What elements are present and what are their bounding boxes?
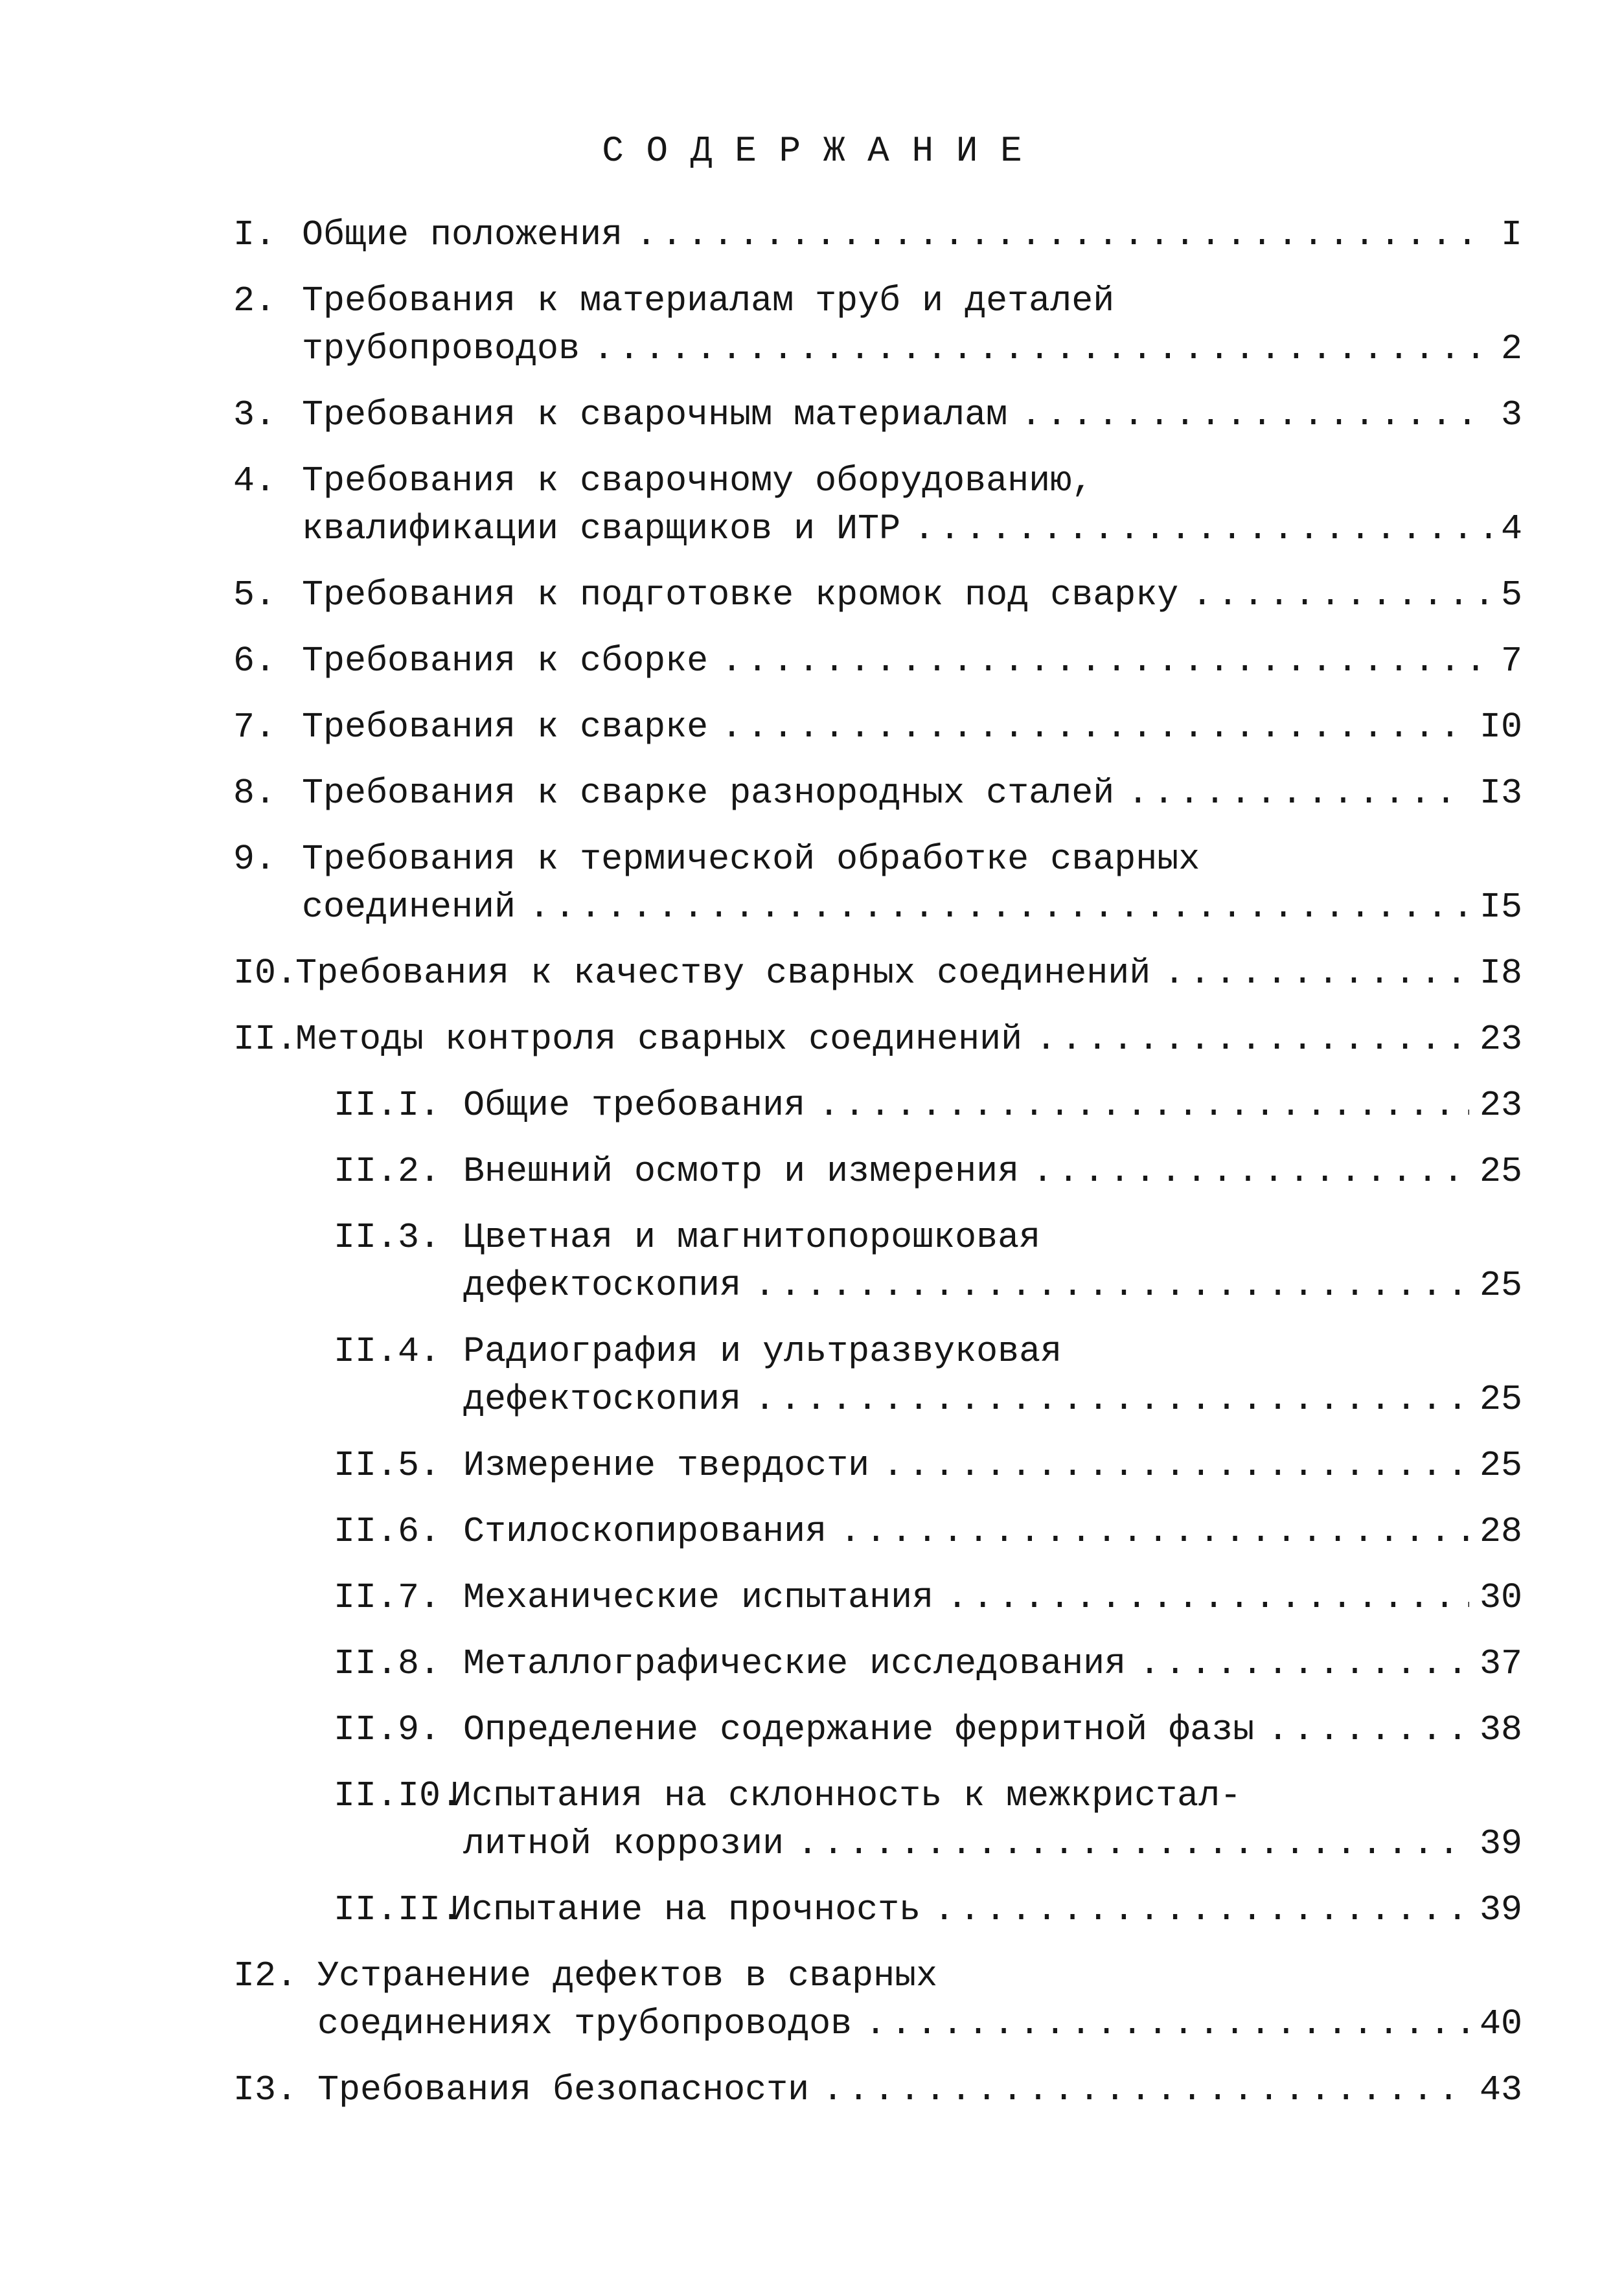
dot-leader	[529, 884, 1469, 931]
toc-entry	[233, 637, 1522, 685]
entry-number: 5.	[233, 575, 277, 615]
entry-title-continuation: дефектоскопия	[463, 1265, 742, 1306]
entry-title: Требования к сварочным материалам	[302, 394, 1008, 435]
entry-number: II.4.	[334, 1331, 441, 1372]
page-number: I3	[1479, 773, 1522, 814]
dot-leader	[882, 1442, 1469, 1490]
dot-leader	[721, 637, 1491, 685]
page-number: 37	[1479, 1643, 1522, 1684]
toc-subentry	[233, 1772, 1522, 1868]
toc-subentry	[233, 1442, 1522, 1490]
entry-number: 9.	[233, 839, 277, 880]
entry-number: 3.	[233, 394, 277, 435]
page-number: 28	[1479, 1511, 1522, 1552]
entry-number: II.5.	[334, 1445, 441, 1486]
entry-title: Требования к сварке	[302, 707, 709, 747]
page-number: 25	[1479, 1151, 1522, 1192]
page-number: I8	[1479, 953, 1522, 994]
page-number: 38	[1479, 1709, 1522, 1750]
entry-title: Требования к сборке	[302, 641, 709, 681]
toc-subentry	[233, 1706, 1522, 1754]
toc-entry	[233, 1952, 1522, 2048]
dot-leader	[946, 1574, 1469, 1622]
entry-title: Цветная и магнитопорошковая	[463, 1217, 1041, 1258]
toc-entry	[233, 1016, 1522, 1064]
dot-leader	[797, 1820, 1469, 1868]
entry-title: Общие положения	[302, 214, 623, 255]
entry-title: Устранение дефектов в сварных	[317, 1955, 938, 1996]
dot-leader	[1035, 1016, 1469, 1064]
entry-number: II.7.	[334, 1577, 441, 1618]
entry-title: Требования к качеству сварных соединений	[295, 953, 1151, 994]
page-number: 25	[1479, 1445, 1522, 1486]
page-number: 40	[1479, 2003, 1522, 2044]
entry-title: Измерение твердости	[463, 1445, 870, 1486]
dot-leader	[1139, 1640, 1469, 1688]
toc-subentry	[233, 1508, 1522, 1556]
dot-leader	[1020, 391, 1491, 439]
entry-title-continuation: трубопроводов	[302, 328, 580, 369]
entry-title: Определение содержание ферритной фазы	[463, 1709, 1255, 1750]
entry-title: Требования к материалам труб и деталей	[302, 280, 1115, 321]
toc-entry	[233, 457, 1522, 553]
entry-title: Требования безопасности	[317, 2069, 810, 2110]
entry-title-continuation: дефектоскопия	[463, 1379, 742, 1420]
dot-leader	[840, 1508, 1469, 1556]
page-number: 3	[1500, 394, 1522, 435]
dot-leader	[1032, 1148, 1469, 1196]
dot-leader	[1163, 950, 1469, 998]
entry-title: Требования к сварочному оборудованию,	[302, 461, 1093, 501]
dot-leader	[822, 2066, 1469, 2114]
dot-leader	[913, 505, 1491, 553]
entry-title: Методы контроля сварных соединений	[295, 1019, 1023, 1060]
dot-leader	[754, 1262, 1469, 1310]
toc-entry	[233, 391, 1522, 439]
entry-title: Требования к термической обработке сварных	[302, 839, 1200, 880]
entry-title: Требования к сварке разнородных сталей	[302, 773, 1115, 814]
toc-entry	[233, 703, 1522, 751]
entry-number: II.II.	[334, 1889, 463, 1930]
toc-subentry	[233, 1328, 1522, 1424]
page-number: 30	[1479, 1577, 1522, 1618]
entry-number: I2.	[233, 1955, 298, 1996]
page-title: СОДЕРЖАНИЕ	[602, 130, 1045, 172]
entry-title: Испытания на склонность к межкристал-	[450, 1775, 1242, 1816]
entry-title: Общие требования	[463, 1085, 806, 1126]
toc-subentry	[233, 1082, 1522, 1130]
toc-subentry	[233, 1148, 1522, 1196]
entry-title: Механические испытания	[463, 1577, 934, 1618]
page-number: 39	[1479, 1889, 1522, 1930]
dot-leader	[933, 1886, 1469, 1934]
entry-title-continuation: квалификации сварщиков и ИТР	[302, 508, 901, 549]
toc-entry	[233, 2066, 1522, 2114]
entry-title: Внешний осмотр и измерения	[463, 1151, 1020, 1192]
entry-number: 7.	[233, 707, 277, 747]
page-number: 2	[1500, 328, 1522, 369]
toc-entry	[233, 277, 1522, 373]
page-number: 5	[1500, 575, 1522, 615]
entry-title-continuation: соединений	[302, 887, 516, 928]
dot-leader	[754, 1376, 1469, 1424]
toc-entry	[233, 571, 1522, 619]
entry-title-continuation: литной коррозии	[463, 1823, 784, 1864]
entry-number: II.9.	[334, 1709, 441, 1750]
entry-number: II.3.	[334, 1217, 441, 1258]
page-number: I	[1500, 214, 1522, 255]
entry-number: 2.	[233, 280, 277, 321]
dot-leader	[593, 325, 1491, 373]
page-number: 39	[1479, 1823, 1522, 1864]
dot-leader	[818, 1082, 1469, 1130]
page-number: 23	[1479, 1085, 1522, 1126]
entry-number: II.8.	[334, 1643, 441, 1684]
page-number: I0	[1479, 707, 1522, 747]
page-number: I5	[1479, 887, 1522, 928]
page-number: 25	[1479, 1265, 1522, 1306]
table-of-contents	[233, 211, 1522, 2114]
entry-title: Радиография и ультразвуковая	[463, 1331, 1062, 1372]
entry-title: Требования к подготовке кромок под сварку	[302, 575, 1179, 615]
page-number: 4	[1500, 508, 1522, 549]
entry-number: I3.	[233, 2069, 298, 2110]
dot-leader	[721, 703, 1469, 751]
entry-number: 8.	[233, 773, 277, 814]
toc-entry	[233, 836, 1522, 931]
entry-number: I.	[233, 214, 277, 255]
entry-title: Металлографические исследования	[463, 1643, 1127, 1684]
entry-title: Стилоскопирования	[463, 1511, 827, 1552]
dot-leader	[635, 211, 1491, 259]
toc-subentry	[233, 1574, 1522, 1622]
toc-subentry	[233, 1214, 1522, 1310]
dot-leader	[1191, 571, 1491, 619]
toc-entry	[233, 950, 1522, 998]
page-number: 23	[1479, 1019, 1522, 1060]
toc-entry	[233, 770, 1522, 817]
entry-number: II.I0.	[334, 1775, 463, 1816]
dot-leader	[1267, 1706, 1469, 1754]
entry-title-continuation: соединениях трубопроводов	[317, 2003, 852, 2044]
page-number: 7	[1500, 641, 1522, 681]
entry-number: 4.	[233, 461, 277, 501]
dot-leader	[865, 2000, 1469, 2048]
toc-subentry	[233, 1640, 1522, 1688]
entry-number: II.	[233, 1019, 298, 1060]
toc-subentry	[233, 1886, 1522, 1934]
page-number: 43	[1479, 2069, 1522, 2110]
dot-leader	[1127, 770, 1469, 817]
entry-number: II.2.	[334, 1151, 441, 1192]
entry-number: 6.	[233, 641, 277, 681]
entry-number: I0.	[233, 953, 298, 994]
toc-entry	[233, 211, 1522, 259]
entry-number: II.I.	[334, 1085, 441, 1126]
entry-title: Испытание на прочность	[450, 1889, 921, 1930]
page-number: 25	[1479, 1379, 1522, 1420]
entry-number: II.6.	[334, 1511, 441, 1552]
